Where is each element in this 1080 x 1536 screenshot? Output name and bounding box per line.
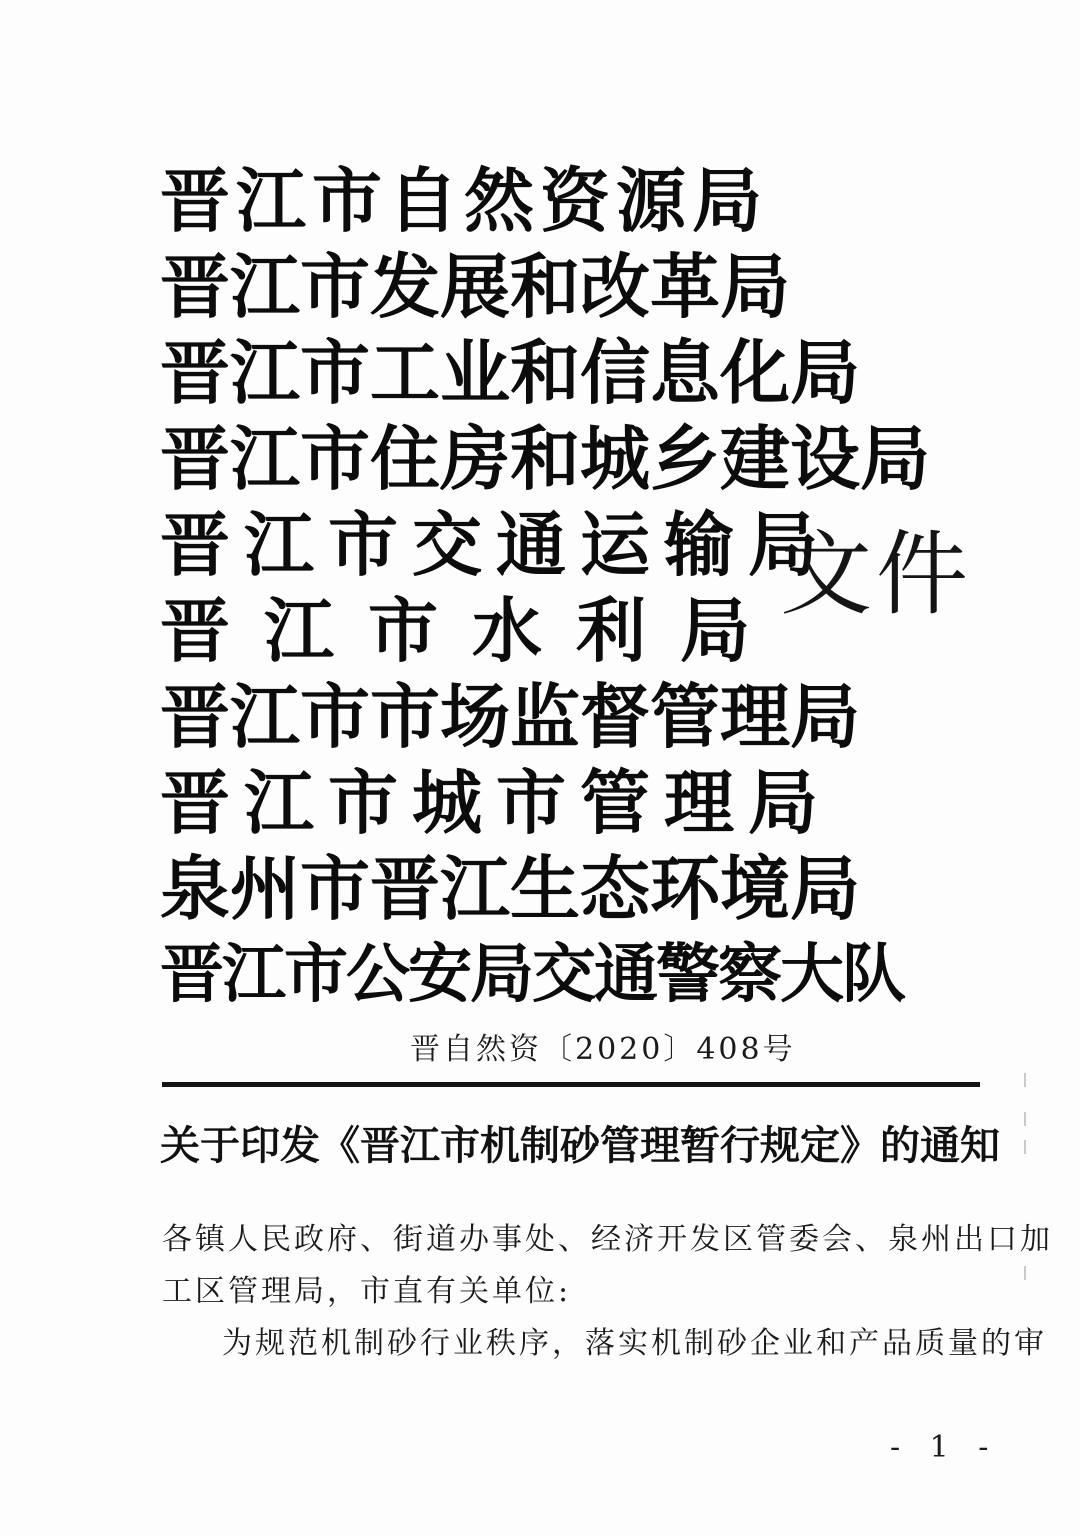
header-divider — [162, 1082, 980, 1087]
document-number: 晋自然资〔2020〕408号 — [410, 1032, 796, 1067]
scan-mark — [1024, 1112, 1026, 1126]
scan-mark — [1024, 1073, 1026, 1087]
document-body — [162, 1214, 1053, 1370]
document-title: 关于印发《晋江市机制砂管理暂行规定》的通知 — [160, 1122, 1000, 1169]
issuer-line: 晋江市水利局 — [160, 589, 784, 672]
body-paragraph: 为规范机制砂行业秩序，落实机制砂企业和产品质量的审 — [222, 1326, 1047, 1361]
issuer-line: 泉州市晋江生态环境局 — [160, 847, 860, 930]
scan-mark — [1024, 1266, 1026, 1280]
issuer-line: 晋江市工业和信息化局 — [160, 331, 860, 414]
page-number: - 1 - — [890, 1430, 999, 1465]
issuer-line: 晋江市市场监督管理局 — [160, 675, 860, 758]
issuer-line: 晋江市自然资源局 — [160, 159, 768, 242]
issuer-line: 晋江市发展和改革局 — [160, 245, 790, 328]
scan-mark — [1024, 1140, 1026, 1154]
recipients-line: 各镇人民政府、街道办事处、经济开发区管委会、泉州出口加 — [162, 1222, 1053, 1257]
document-label: 文件 — [780, 521, 973, 628]
issuer-line: 晋江市城市管理局 — [160, 761, 832, 844]
issuer-line: 晋江市住房和城乡建设局 — [160, 417, 930, 500]
issuer-line: 晋江市公安局交通警察大队 — [160, 937, 904, 1012]
issuer-line: 晋江市交通运输局 — [160, 503, 832, 586]
recipients-line: 工区管理局，市直有关单位: — [162, 1274, 572, 1309]
